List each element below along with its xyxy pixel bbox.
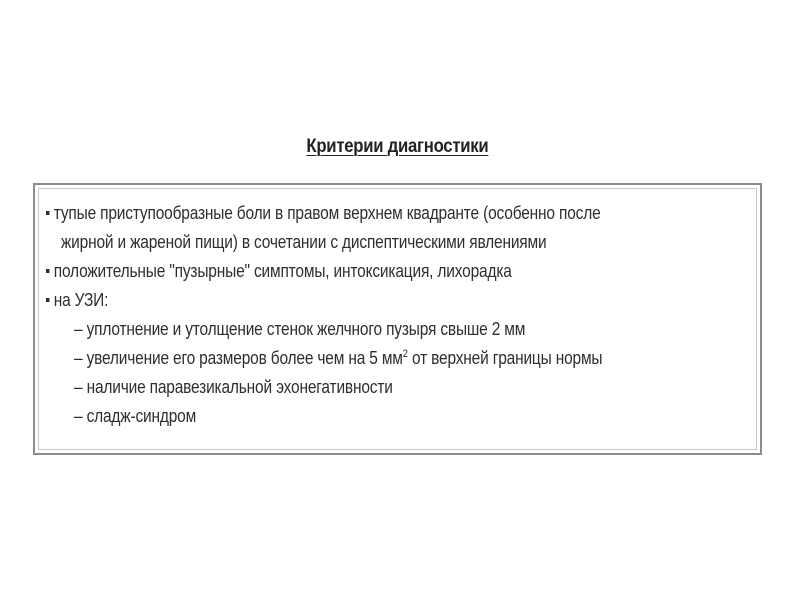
list-item-pain-text-1: тупые приступообразные боли в правом верхнем квадранте (особенно после xyxy=(53,203,601,223)
bullet-icon xyxy=(46,269,49,273)
list-item-ultrasound-text: на УЗИ: xyxy=(53,290,109,310)
sub-item-size-increase xyxy=(46,344,746,373)
sub-item-sludge-text: – сладж-синдром xyxy=(74,406,197,426)
list-item-symptoms-text: положительные "пузырные" симптомы, интоксикация, лихорадка xyxy=(53,261,512,281)
criteria-list xyxy=(46,199,746,431)
sub-item-sludge xyxy=(46,402,746,431)
criteria-box xyxy=(33,183,762,455)
sub-item-echonegativity-text: – наличие паравезикальной эхонегативности xyxy=(74,377,393,397)
list-item-symptoms xyxy=(46,257,746,286)
sub-item-size-increase-text: – увеличение его размеров более чем на 5 мм xyxy=(74,348,403,368)
sub-item-echonegativity xyxy=(46,373,746,402)
slide-title-text: Критерии диагностики xyxy=(306,136,488,157)
list-item-ultrasound xyxy=(46,286,746,315)
list-item-pain xyxy=(46,199,746,228)
bullet-icon xyxy=(46,298,49,302)
list-item-pain-continuation xyxy=(46,228,746,257)
sub-item-wall-thickening-text: – уплотнение и утолщение стенок желчного пузыря свыше 2 мм xyxy=(74,319,526,339)
slide-title xyxy=(0,136,794,158)
bullet-icon xyxy=(46,211,49,215)
sub-item-wall-thickening xyxy=(46,315,746,344)
sub-item-size-increase-superscript: 2 xyxy=(402,348,408,360)
sub-item-size-increase-text-end: от верхней границы нормы xyxy=(407,348,603,368)
list-item-pain-text-2: жирной и жареной пищи) в сочетании с диспептическими явлениями xyxy=(61,232,547,252)
